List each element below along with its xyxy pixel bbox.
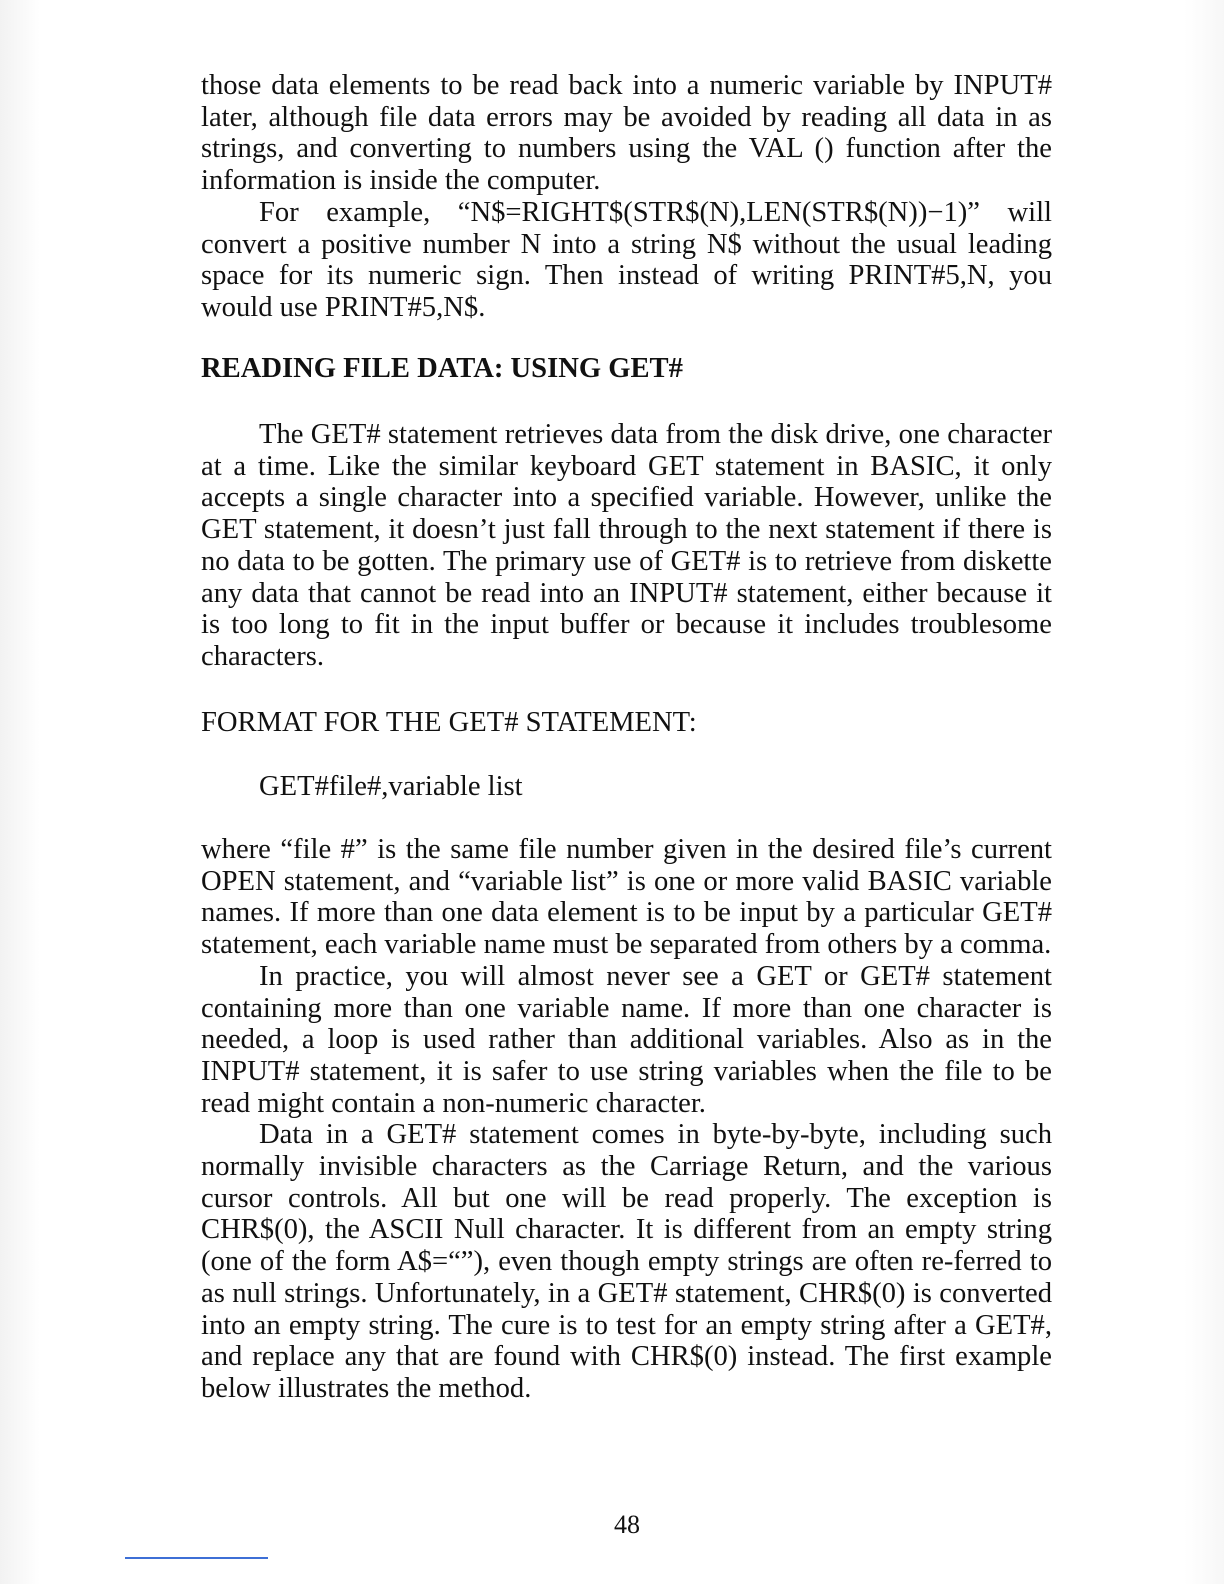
format-label: FORMAT FOR THE GET# STATEMENT: [201,707,697,738]
page-number: 48 [614,1510,640,1539]
section-heading: READING FILE DATA: USING GET# [201,353,683,384]
body-paragraph: where “file #” is the same file number given in the desired file’s current OPEN statement, and “variable list” is one or more valid BASIC variable names. If more than one data element is to be input by a particular GET# statement, each variable name must be separated from others by a comma. [201,834,1052,961]
section-intro-block [201,419,1052,673]
body-paragraph: In practice, you will almost never see a GET or GET# statement containing more than one variable name. If more than one character is needed, a loop is used rather than additional variables. Also as in the INPUT# statement, it is safer to use string variables when the file to be read might contain a non-numeric character. [201,960,1052,1119]
intro-section [201,70,1052,324]
format-syntax: GET#file#,variable list [259,771,523,802]
bottom-rule [125,1557,268,1559]
body-section [201,834,1052,1405]
body-paragraph: Data in a GET# statement comes in byte-by-byte, including such normally invisible characters as the Carriage Return, and the various cursor controls. All but one will be read properly. The exception is CHR$(0), the ASCII Null character. It is different from an empty string (one of the form A$=“”), even though empty strings are often re-ferred to as null strings. Unfortunately, in a GET# statement, CHR$(0) is converted into an empty string. The cure is to test for an empty string after a GET#, and replace any that are found with CHR$(0) instead. The first example below illustrates the method. [201,1119,1052,1404]
section-intro-paragraph: The GET# statement retrieves data from the disk drive, one character at a time. Like the similar keyboard GET statement in BASIC, it only accepts a single character into a specified variable. However, unlike the GET statement, it doesn’t just fall through to the next statement if there is no data to be gotten. The primary use of GET# is to retrieve from diskette any data that cannot be read into an INPUT# statement, either because it is too long to fit in the input buffer or because it includes troublesome characters. [201,419,1052,672]
intro-paragraph: For example, “N$=RIGHT$(STR$(N),LEN(STR$(N))−1)” will convert a positive number N into a string N$ without the usual leading space for its numeric sign. Then instead of writing PRINT#5,N, you would use PRINT#5,N$. [201,196,1052,323]
intro-paragraph: those data elements to be read back into a numeric variable by INPUT# later, although file data errors may be avoided by reading all data in as strings, and converting to numbers using the VAL () function after the information is inside the computer. [201,70,1052,197]
